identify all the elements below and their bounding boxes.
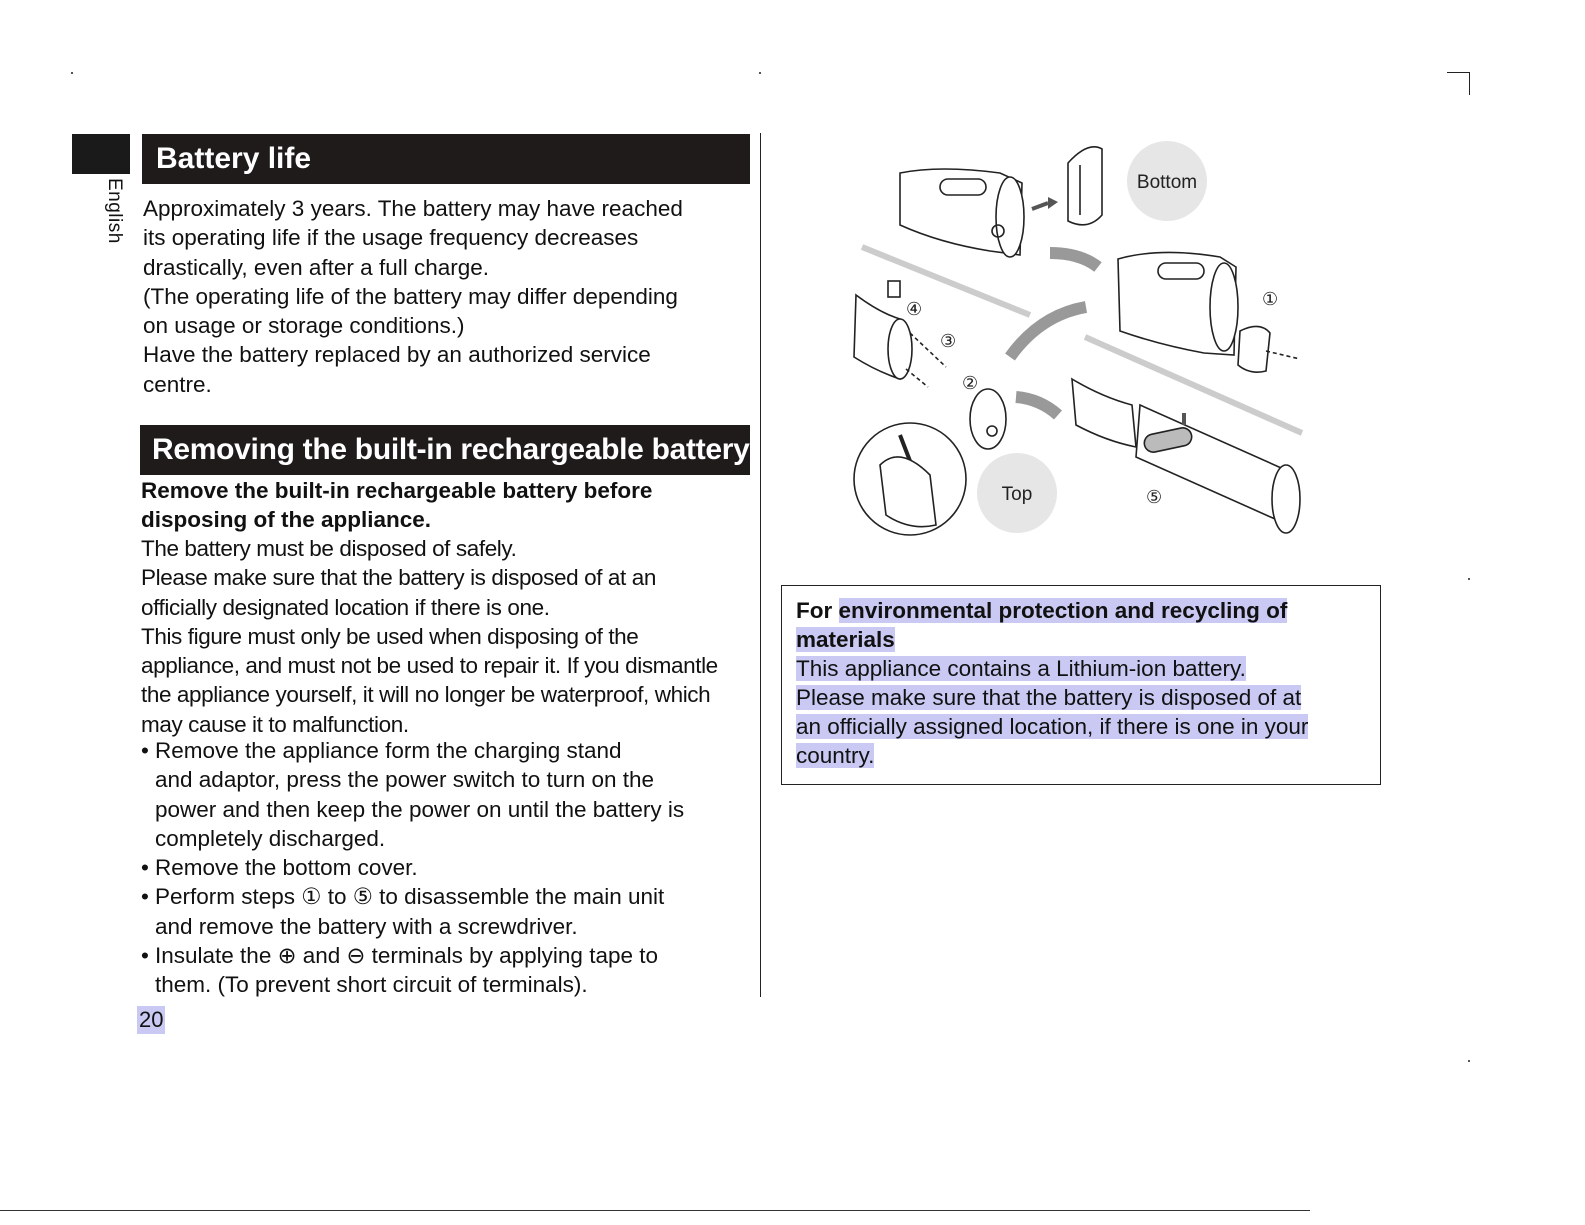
eco-text-line: Please make sure that the battery is disposed of at — [796, 685, 1302, 710]
text-line: disposing of the appliance. — [141, 507, 432, 533]
step-1-marker: ① — [1262, 289, 1279, 309]
text-line: its operating life if the usage frequency decreases — [143, 225, 639, 251]
text-line: centre. — [143, 371, 212, 397]
removal-steps-list — [141, 736, 684, 1000]
bottom-cover — [1068, 147, 1102, 225]
removing-body — [141, 534, 718, 739]
eco-title-line2: materials — [796, 627, 895, 652]
language-tab-block — [72, 134, 130, 174]
eco-text-line: This appliance contains a Lithium-ion battery. — [796, 656, 1246, 681]
text-line: This figure must only be used when disposing of the — [141, 623, 639, 649]
device-body-bottom-view — [900, 169, 1024, 257]
text-line: may cause it to malfunction. — [141, 711, 409, 737]
environmental-notice-box — [781, 585, 1381, 785]
list-item: • Remove the bottom cover. — [141, 853, 684, 882]
crop-dot — [1468, 578, 1470, 580]
eco-text-line: an officially assigned location, if there is one in your — [796, 714, 1309, 739]
step-3-marker: ③ — [940, 331, 957, 351]
removing-battery-heading: Removing the built-in rechargeable battery — [140, 425, 750, 475]
text-line: appliance, and must not be used to repair it. If you dismantle — [141, 653, 718, 679]
text-line: officially designated location if there is one. — [141, 594, 550, 620]
page-number: 20 — [139, 1007, 164, 1032]
text-line: on usage or storage conditions.) — [143, 313, 465, 339]
device-body-step1 — [1118, 252, 1300, 372]
eco-text-line: country. — [796, 743, 875, 768]
list-item: • Insulate the ⊕ and ⊖ terminals by applying tape to them. (To prevent short circuit of terminals). — [141, 941, 684, 1000]
bottom-label: Bottom — [1136, 172, 1198, 193]
device-end-cap — [854, 281, 946, 387]
crop-corner-mark — [1447, 72, 1470, 95]
removing-warning — [141, 476, 652, 535]
text-line: Approximately 3 years. The battery may have reached — [143, 196, 683, 221]
eco-title-line1 — [796, 596, 1380, 625]
crop-dot — [759, 72, 761, 74]
disassembly-illustration — [840, 135, 1320, 545]
list-item: • Remove the appliance form the charging stand and adaptor, press the power switch to turn on the power and then keep the power on until the battery is completely discharged. — [141, 736, 684, 853]
bottom-rule — [0, 1210, 1310, 1211]
step-4-marker: ④ — [906, 299, 923, 319]
top-label: Top — [1001, 484, 1033, 505]
text-line: Remove the built-in rechargeable battery before — [141, 478, 653, 503]
text-line: The battery must be disposed of safely. — [141, 536, 517, 561]
battery-assembly — [1072, 379, 1300, 533]
text-line: Please make sure that the battery is disposed of at an — [141, 565, 656, 591]
eco-title-prefix: For — [796, 598, 839, 623]
battery-life-heading: Battery life — [142, 134, 750, 184]
list-item: • Perform steps ① to ⑤ to disassemble the main unit and remove the battery with a screwdriver. — [141, 882, 684, 941]
text-line: (The operating life of the battery may differ depending — [143, 283, 678, 309]
top-cap — [970, 389, 1006, 449]
column-divider — [760, 133, 761, 997]
step-5-marker: ⑤ — [1146, 487, 1163, 507]
step-2-marker: ② — [962, 373, 979, 393]
text-line: Have the battery replaced by an authorized service — [143, 342, 651, 368]
crop-dot — [71, 72, 73, 74]
battery-life-text — [143, 194, 683, 399]
eco-title-highlight: environmental protection and recycling of — [838, 598, 1288, 623]
text-line: the appliance yourself, it will no longer be waterproof, which — [141, 682, 711, 708]
crop-dot — [1468, 1060, 1470, 1062]
text-line: drastically, even after a full charge. — [143, 254, 490, 280]
language-label: English — [104, 178, 125, 244]
